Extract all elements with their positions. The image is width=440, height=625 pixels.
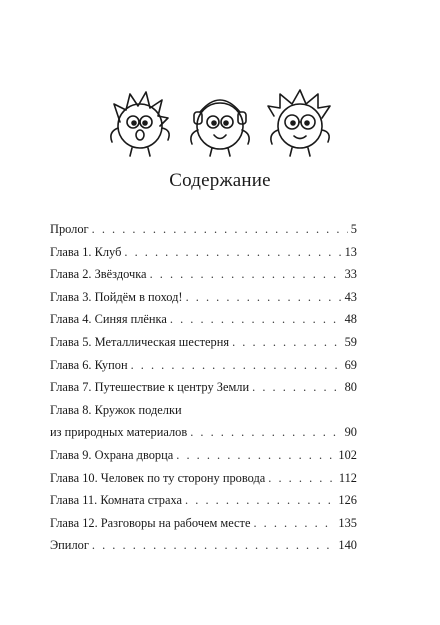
toc-entry-label: Глава 5. Металлическая шестерня xyxy=(50,334,230,349)
toc-entry-page: 80 xyxy=(344,380,357,395)
leader-dots xyxy=(170,312,342,327)
leader-dots xyxy=(92,222,348,237)
leader-dots xyxy=(92,538,336,553)
leader-dots xyxy=(190,425,341,440)
toc-entry-label: Глава 9. Охрана дворца xyxy=(50,447,174,462)
toc-entry xyxy=(50,516,357,539)
hedgehog-character-icon xyxy=(111,92,169,156)
toc-entry-label: Глава 1. Клуб xyxy=(50,244,122,259)
toc-entry xyxy=(50,403,357,426)
toc-entry-label: Глава 11. Комната страха xyxy=(50,493,183,508)
toc-entry-label: Эпилог xyxy=(50,538,89,553)
toc-entry xyxy=(50,267,357,290)
toc-entry xyxy=(50,335,357,358)
toc-entry xyxy=(50,290,357,313)
toc-entry-label: Глава 2. Звёздочка xyxy=(50,267,147,282)
toc-entry xyxy=(50,448,357,471)
toc-entry-label: Глава 7. Путешествие к центру Земли xyxy=(50,380,250,395)
leader-dots xyxy=(150,267,342,282)
characters-illustration xyxy=(104,82,336,160)
toc-entry xyxy=(50,245,357,268)
toc-entry-page: 112 xyxy=(338,470,357,485)
table-of-contents xyxy=(50,222,357,561)
toc-entry xyxy=(50,425,357,448)
toc-entry-page: 48 xyxy=(344,312,357,327)
toc-entry xyxy=(50,538,357,561)
toc-entry-page: 13 xyxy=(344,244,357,259)
toc-entry-page: 33 xyxy=(344,267,357,282)
toc-entry-page: 59 xyxy=(344,334,357,349)
toc-entry-label: Глава 3. Пойдём в поход! xyxy=(50,289,183,304)
toc-entry xyxy=(50,471,357,494)
toc-entry-page: 126 xyxy=(338,493,357,508)
leader-dots xyxy=(185,493,335,508)
toc-entry-label: Глава 6. Купон xyxy=(50,357,128,372)
leader-dots xyxy=(176,448,335,463)
toc-entry-page: 43 xyxy=(344,289,357,304)
toc-entry-page: 102 xyxy=(338,447,357,462)
toc-entry-page: 69 xyxy=(344,357,357,372)
leader-dots xyxy=(268,471,336,486)
toc-entry xyxy=(50,312,357,335)
toc-entry xyxy=(50,358,357,381)
toc-entry-label: Глава 4. Синяя плёнка xyxy=(50,312,167,327)
toc-entry-label: из природных материалов xyxy=(50,425,188,440)
toc-entry xyxy=(50,222,357,245)
toc-entry xyxy=(50,380,357,403)
toc-entry xyxy=(50,493,357,516)
toc-entry-label: Пролог xyxy=(50,222,89,236)
leader-dots xyxy=(131,358,342,373)
spiky-character-icon xyxy=(268,90,330,156)
toc-entry-label: Глава 10. Человек по ту сторону провода xyxy=(50,470,266,485)
leader-dots xyxy=(253,516,335,531)
toc-entry-page: 135 xyxy=(338,515,357,530)
toc-entry-page: 5 xyxy=(350,222,357,236)
toc-entry-page: 140 xyxy=(338,538,357,553)
headphones-character-icon xyxy=(191,100,249,156)
toc-entry-page: 90 xyxy=(344,425,357,440)
leader-dots xyxy=(124,245,341,260)
leader-dots xyxy=(186,290,342,305)
leader-dots xyxy=(232,335,342,350)
page-title: Содержание xyxy=(169,170,271,191)
leader-dots xyxy=(252,380,341,395)
toc-entry-label: Глава 8. Кружок поделки xyxy=(50,402,182,417)
toc-entry-label: Глава 12. Разговоры на рабочем месте xyxy=(50,515,251,530)
